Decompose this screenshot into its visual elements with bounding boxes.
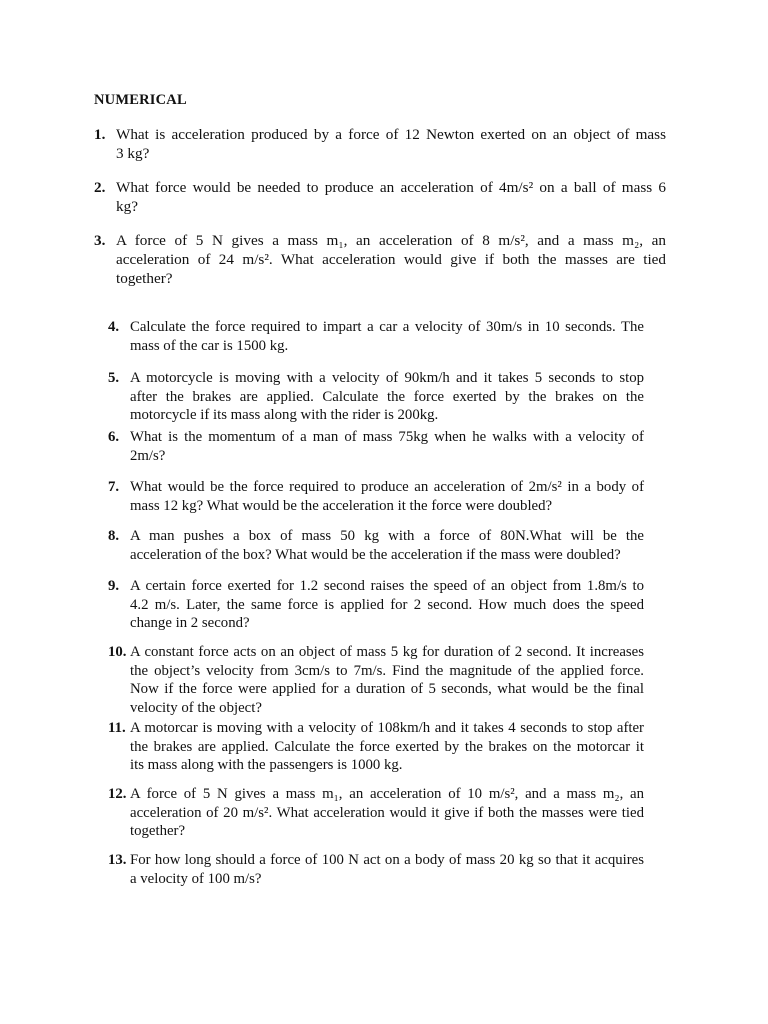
question-line: Now if the force were applied for a duration of 5 seconds, what would be the final	[130, 681, 644, 697]
question-number: 13.	[108, 852, 127, 868]
question-line: the brakes are applied. Calculate the force exerted by the brakes on the motorcar it	[130, 738, 644, 755]
question-8	[108, 527, 644, 564]
question-line: What is acceleration produced by a force of 12 Newton exerted on an object of mass	[116, 126, 666, 143]
question-line: A certain force exerted for 1.2 second raises the speed of an object from 1.8m/s to	[130, 578, 644, 594]
question-12	[108, 785, 644, 841]
question-line: 4.2 m/s. Later, the same force is applied for 2 second. How much does the speed	[130, 596, 644, 613]
question-number: 8.	[108, 528, 120, 544]
question-number: 9.	[108, 578, 120, 594]
question-7	[108, 478, 644, 515]
question-number: 12.	[108, 786, 127, 802]
question-line: a velocity of 100 m/s?	[130, 870, 262, 887]
question-line: mass 12 kg? What would be the acceleration it the force were doubled?	[130, 497, 553, 514]
question-line: acceleration of 24 m/s². What acceleration would give if both the masses are tied	[116, 251, 666, 268]
question-line: acceleration of 20 m/s². What acceleration would it give if both the masses were tied	[130, 804, 644, 821]
question-number: 2.	[94, 179, 106, 196]
question-line: acceleration of the box? What would be the acceleration if the mass were doubled?	[130, 546, 621, 563]
question-number: 5.	[108, 370, 120, 386]
question-line: A man pushes a box of mass 50 kg with a force of 80N.What will be the	[130, 528, 644, 544]
question-line: its mass along with the passengers is 1000 kg.	[130, 757, 403, 773]
question-number: 11.	[108, 720, 126, 736]
question-line: after the brakes are applied. Calculate the force exerted by the brakes on the	[130, 388, 644, 405]
question-line: together?	[130, 823, 186, 839]
question-line: What is the momentum of a man of mass 75kg when he walks with a velocity of	[130, 429, 644, 445]
question-line: What force would be needed to produce an acceleration of 4m/s² on a ball of mass 6	[116, 179, 666, 196]
question-number: 7.	[108, 479, 120, 495]
question-line: mass of the car is 1500 kg.	[130, 337, 289, 354]
question-line: together?	[116, 270, 173, 287]
question-line: motorcycle if its mass along with the rider is 200kg.	[130, 407, 439, 423]
question-number: 6.	[108, 429, 120, 445]
question-line: A force of 5 N gives a mass m₁, an acceleration of 8 m/s², and a mass m₂, an	[116, 232, 666, 249]
question-3	[94, 231, 666, 288]
question-line: the object’s velocity from 3cm/s to 7m/s. Find the magnitude of the applied force.	[130, 662, 644, 679]
question-line: A constant force acts on an object of mass 5 kg for duration of 2 second. It increases	[130, 644, 644, 660]
question-13	[108, 851, 644, 888]
question-line: Calculate the force required to impart a car a velocity of 30m/s in 10 seconds. The	[130, 319, 644, 335]
question-line: change in 2 second?	[130, 615, 250, 631]
question-number: 1.	[94, 126, 106, 143]
question-6	[108, 428, 644, 465]
question-number: 3.	[94, 232, 106, 249]
question-line: What would be the force required to produce an acceleration of 2m/s² in a body of	[130, 479, 644, 495]
question-line: A motorcycle is moving with a velocity of 90km/h and it takes 5 seconds to stop	[130, 370, 644, 386]
question-11	[108, 719, 644, 775]
question-9	[108, 577, 644, 633]
question-5	[108, 369, 644, 425]
question-line: A force of 5 N gives a mass m₁, an acceleration of 10 m/s², and a mass m₂, an	[130, 786, 644, 802]
question-number: 10.	[108, 644, 127, 660]
question-10	[108, 643, 644, 717]
question-line: kg?	[116, 198, 138, 215]
question-2	[94, 178, 666, 216]
section-heading: NUMERICAL	[94, 92, 187, 108]
question-line: 2m/s?	[130, 447, 166, 464]
question-line: For how long should a force of 100 N act on a body of mass 20 kg so that it acquires	[130, 852, 644, 868]
question-line: A motorcar is moving with a velocity of 108km/h and it takes 4 seconds to stop after	[130, 720, 644, 736]
question-number: 4.	[108, 319, 120, 335]
question-4	[108, 318, 644, 355]
question-1	[94, 125, 666, 163]
question-line: velocity of the object?	[130, 699, 262, 716]
question-line: 3 kg?	[116, 145, 150, 162]
